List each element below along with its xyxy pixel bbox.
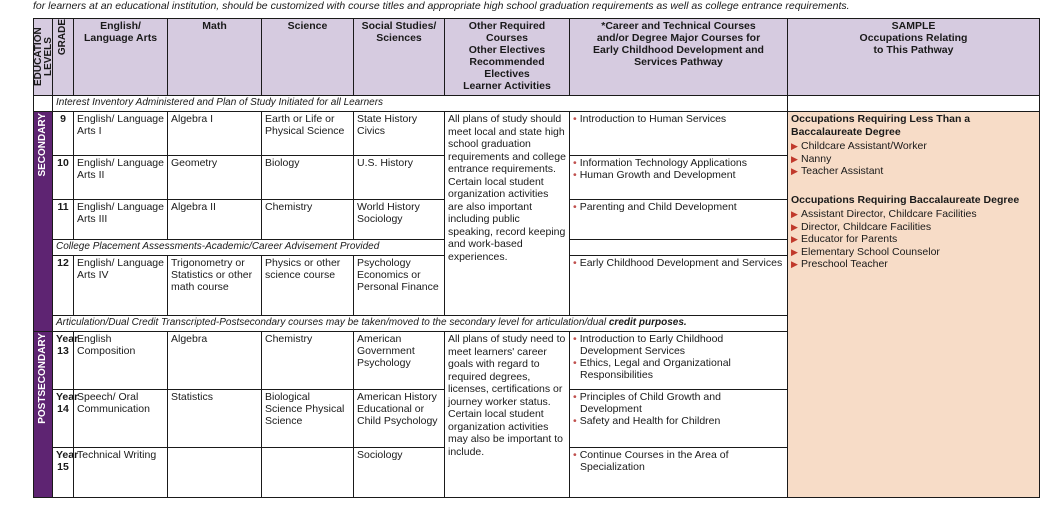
career-cell [570,112,788,156]
arrow-right-icon: ▶ [791,153,798,164]
header-social-studies: Social Studies/ Sciences [354,19,445,96]
year-cell: Year 13 [53,332,74,390]
english-cell: Speech/ Oral Communication [74,390,168,448]
grade-cell: 9 [53,112,74,156]
header-sample-occupations: SAMPLE Occupations Relating to This Pathway [788,19,1040,96]
header-english: English/ Language Arts [74,19,168,96]
post-requirements-cell: All plans of study need to meet learners' career goals with regard to required degrees, licenses, certifications or journey worker status. Certain local student organization activities may also be important to include. [445,332,570,498]
arrow-right-icon: ▶ [791,221,798,232]
arrow-right-icon: ▶ [791,234,798,244]
level-postsecondary: POSTSECONDARY [34,332,53,498]
career-item: • Continue Courses in the Area of Specialization [573,449,784,473]
social-cell: Psychology Economics or Personal Finance [354,256,445,316]
social-cell: State History Civics [354,112,445,156]
social-cell: Sociology [354,448,445,498]
occupation-item: ▶ Assistant Director, Childcare Facilities [791,208,977,220]
grade-cell: 12 [53,256,74,316]
science-cell: Chemistry [262,332,354,390]
english-cell: English/ Language Arts III [74,200,168,240]
career-item: • Introduction to Early Childhood Development Services [573,333,784,357]
career-cell [570,332,788,390]
english-cell: English/ Language Arts II [74,156,168,200]
career-item: • Safety and Health for Children [573,415,784,427]
occupation-item: ▶ Educator for Parents [791,233,898,245]
note-row-interest [34,96,1040,112]
year-cell: Year 14 [53,390,74,448]
science-cell [262,448,354,498]
header-other-required: Other Required Courses Other Electives Recommended Electives Learner Activities [445,19,570,96]
career-item: • Principles of Child Growth and Development [573,391,784,415]
header-education-levels: EDUCATION LEVELS [34,19,53,96]
math-cell: Geometry [168,156,262,200]
career-cell [570,448,788,498]
social-cell: U.S. History [354,156,445,200]
plan-of-study-table [33,18,1040,498]
note-interest-inventory: Interest Inventory Administered and Plan of Study Initiated for all Learners [53,96,788,112]
arrow-right-icon: ▶ [791,246,798,257]
occupations-group1-title: Occupations Requiring Less Than a Baccalaureate Degree [791,113,971,138]
intro-text: for learners at an educational institution, should be customized with course titles and appropriate high school graduation requirements as well as college entrance requirements. [33,0,850,12]
math-cell: Trigonometry or Statistics or other math course [168,256,262,316]
grade-cell: 11 [53,200,74,240]
career-cell [570,256,788,316]
science-cell: Biology [262,156,354,200]
table-row-grade-9 [34,112,1040,156]
note-articulation: Articulation/Dual Credit Transcripted-Postsecondary courses may be taken/moved to the secondary level for articulation/dual credit purposes. [53,316,788,332]
year-cell: Year 15 [53,448,74,498]
career-cell [570,156,788,200]
arrow-right-icon: ▶ [791,259,798,269]
career-cell [570,200,788,240]
occupations-panel [788,112,1040,498]
header-grade: GRADE [53,19,74,96]
occupation-item: ▶ Teacher Assistant [791,165,884,177]
career-item: • Introduction to Human Services [573,113,784,125]
career-item: • Parenting and Child Development [573,201,784,213]
secondary-requirements-cell: All plans of study should meet local and state high school graduation requirements and college entrance requirements. Certain local student organization activities are also important including public speaking, record keeping and work-based experiences. [445,112,570,316]
header-math: Math [168,19,262,96]
social-cell: American History Educational or Child Psychology [354,390,445,448]
occupation-item: ▶ Nanny [791,152,832,165]
math-cell: Algebra II [168,200,262,240]
header-career-courses: *Career and Technical Courses and/or Degree Major Courses for Early Childhood Development and Services Pathway [570,19,788,96]
science-cell: Chemistry [262,200,354,240]
social-cell: American Government Psychology [354,332,445,390]
math-cell: Algebra [168,332,262,390]
science-cell: Earth or Life or Physical Science [262,112,354,156]
career-cell [570,390,788,448]
english-cell: English/ Language Arts IV [74,256,168,316]
grade-cell: 10 [53,156,74,200]
english-cell: English/ Language Arts I [74,112,168,156]
social-cell: World History Sociology [354,200,445,240]
note-placement: College Placement Assessments-Academic/Career Advisement Provided [53,240,445,256]
header-row [34,19,1040,96]
arrow-right-icon: ▶ [791,209,798,219]
level-secondary: SECONDARY [34,112,53,332]
math-cell: Algebra I [168,112,262,156]
occupation-item: ▶ Preschool Teacher [791,258,888,270]
occupation-item: ▶ Director, Childcare Facilities [791,220,932,233]
occupations-group2 [791,194,1036,271]
science-cell: Biological Science Physical Science [262,390,354,448]
career-item: • Human Growth and Development [573,169,784,181]
career-item: • Ethics, Legal and Organizational Responsibilities [573,357,784,381]
career-spacer [570,240,788,256]
sample-spacer [788,96,1040,112]
occupation-item: ▶ Childcare Assistant/Worker [791,140,927,152]
english-cell: English Composition [74,332,168,390]
arrow-right-icon: ▶ [791,141,798,151]
level-spacer [34,96,53,112]
science-cell: Physics or other science course [262,256,354,316]
english-cell: Technical Writing [74,448,168,498]
header-science: Science [262,19,354,96]
math-cell: Statistics [168,390,262,448]
career-item: • Early Childhood Development and Services [573,257,784,269]
occupation-item: ▶ Elementary School Counselor [791,245,940,258]
math-cell [168,448,262,498]
arrow-right-icon: ▶ [791,166,798,176]
occupations-group2-title: Occupations Requiring Baccalaureate Degree [791,193,1020,206]
career-item: • Information Technology Applications [573,157,784,169]
